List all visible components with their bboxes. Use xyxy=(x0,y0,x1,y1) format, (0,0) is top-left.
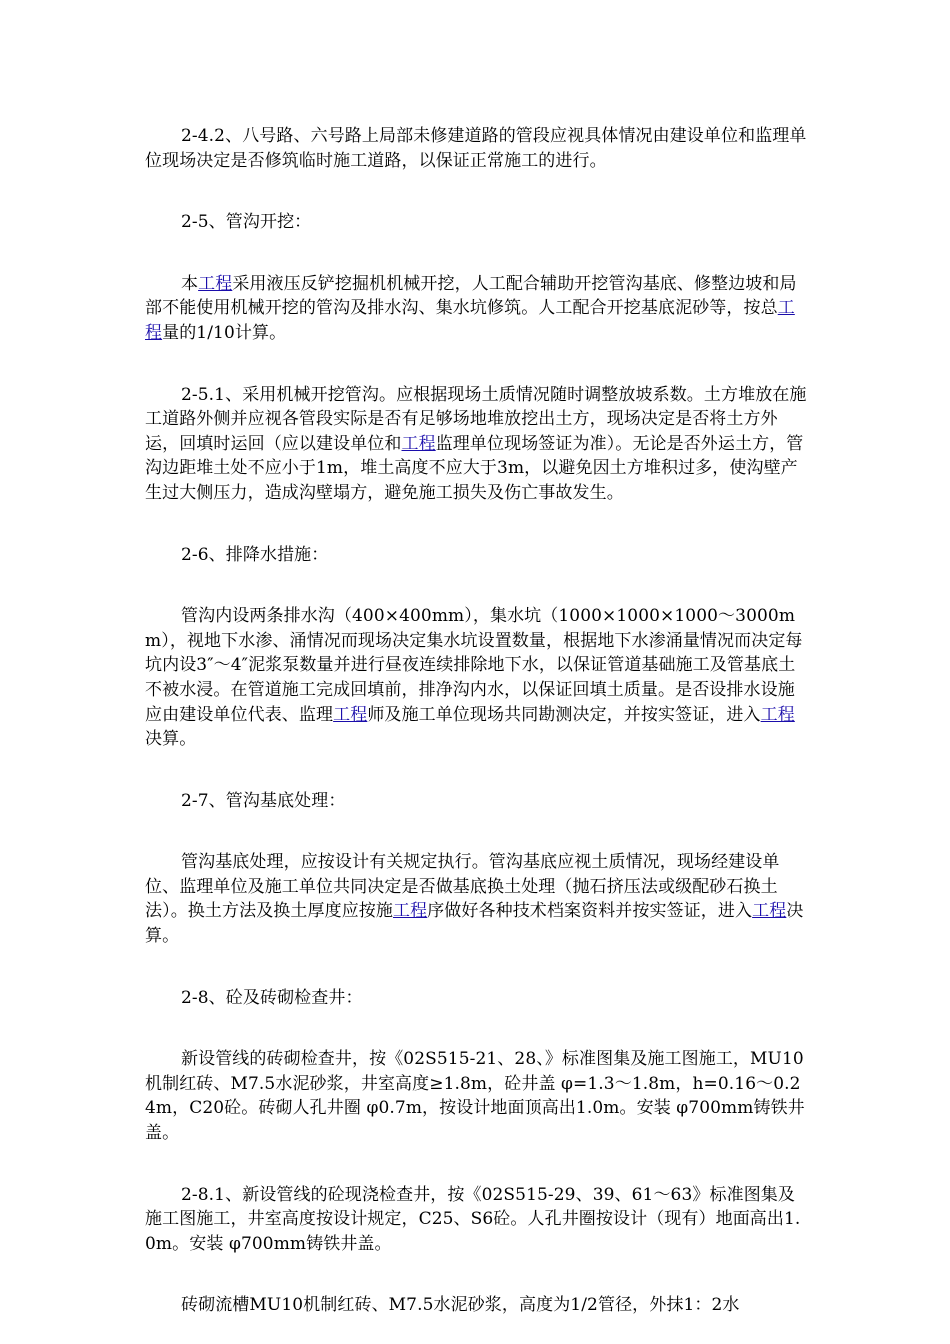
paragraph-2-4-2 xyxy=(145,124,810,173)
engineering-link[interactable]: 工程 xyxy=(393,901,428,922)
paragraph-text: 管沟基底处理，应按设计有关规定执行。管沟基底应视土质情况，现场经建设单位、监理单位及施工单位共同决定是否做基底换土处理（抛石挤压法或级配砂石换土法）。换土方法及换土厚度应按施 xyxy=(145,852,780,922)
paragraph-text: 监理单位现场签证为准）。无论是否外运土方，管沟边距堆土处不应小于1m，堆土高度不应大于3m，以避免因土方堆积过多，使沟壁产生过大侧压力，造成沟壁塌方，避免施工损失及伤亡事故发生。 xyxy=(145,433,804,503)
heading-2-5: 2-5、管沟开挖： xyxy=(181,212,312,233)
paragraph-2-8-1 xyxy=(145,1183,810,1257)
paragraph-text: 决算。 xyxy=(145,729,197,750)
paragraph-brick-manhole xyxy=(145,1047,810,1145)
engineering-link[interactable]: 工程 xyxy=(760,704,795,725)
heading-2-6: 2-6、排降水措施： xyxy=(181,544,329,565)
paragraph-text: 序做好各种技术档案资料并按实签证，进入 xyxy=(427,901,753,922)
paragraph-text: 砖砌流槽MU10机制红砖、M7.5水泥砂浆，高度为1/2管径，外抹1：2水 xyxy=(181,1295,740,1316)
paragraph-text: 2-8.1、新设管线的砼现浇检查井，按《02S515-29、39、61～63》标准图集及施工图施工，井室高度按设计规定，C25、S6砼。人孔井圈按设计（现有）地面高出1.0m。安装 φ700mm铸铁井盖。 xyxy=(145,1184,801,1254)
heading-2-7: 2-7、管沟基底处理： xyxy=(181,790,346,811)
paragraph-text: 管沟内设两条排水沟（400×400mm），集水坑（1000×1000×1000～3000mm），视地下水渗、涌情况而现场决定集水坑设置数量，根据地下水渗涌量情况而决定每坑内设3″～4″泥浆泵数量并进行昼夜连续排除地下水，以保证管道基础施工及管基底土不被水浸。在管道施工完成回填前，排净沟内水，以保证回填土质量。是否设排水设施应由建设单位代表、监理 xyxy=(145,606,803,725)
paragraph-flow-channel xyxy=(145,1293,810,1318)
paragraph-excavation-method xyxy=(145,272,810,346)
paragraph-text: 本 xyxy=(181,273,199,294)
engineering-link[interactable]: 工程 xyxy=(752,901,787,922)
paragraph-drainage xyxy=(145,604,810,752)
engineering-link[interactable]: 工程 xyxy=(145,298,795,343)
paragraph-2-5-1 xyxy=(145,383,810,506)
engineering-link[interactable]: 工程 xyxy=(401,433,436,454)
document-page xyxy=(145,124,810,1318)
paragraph-text: 2-4.2、八号路、六号路上局部未修建道路的管段应视具体情况由建设单位和监理单位现场决定是否修筑临时施工道路，以保证正常施工的进行。 xyxy=(145,126,807,171)
paragraph-base-treatment xyxy=(145,850,810,948)
engineering-link[interactable]: 工程 xyxy=(198,273,233,294)
paragraph-text: 量的1/10计算。 xyxy=(162,322,287,343)
paragraph-text: 师及施工单位现场共同勘测决定，并按实签证，进入 xyxy=(367,704,761,725)
paragraph-text: 决算。 xyxy=(145,901,804,947)
engineering-link[interactable]: 工程 xyxy=(333,704,368,725)
heading-2-8: 2-8、砼及砖砌检查井： xyxy=(181,987,363,1008)
paragraph-text: 采用液压反铲挖掘机机械开挖，人工配合辅助开挖管沟基底、修整边坡和局部不能使用机械开挖的管沟及排水沟、集水坑修筑。人工配合开挖基底泥砂等，按总 xyxy=(145,273,797,319)
paragraph-text: 新设管线的砖砌检查井，按《02S515-21、28、》标准图集及施工图施工，MU10机制红砖、M7.5水泥砂浆，井室高度≥1.8m，砼井盖 φ=1.3～1.8m，h=0.16～0.24m，C20砼。砖砌人孔井圈 φ0.7m，按设计地面顶高出1.0m。安装 φ700mm铸铁井盖。 xyxy=(145,1049,805,1144)
paragraph-text: 2-5.1、采用机械开挖管沟。应根据现场土质情况随时调整放坡系数。土方堆放在施工道路外侧并应视各管段实际是否有足够场地堆放挖出土方，现场决定是否将土方外运，回填时运回（应以建设单位和 xyxy=(145,384,807,454)
